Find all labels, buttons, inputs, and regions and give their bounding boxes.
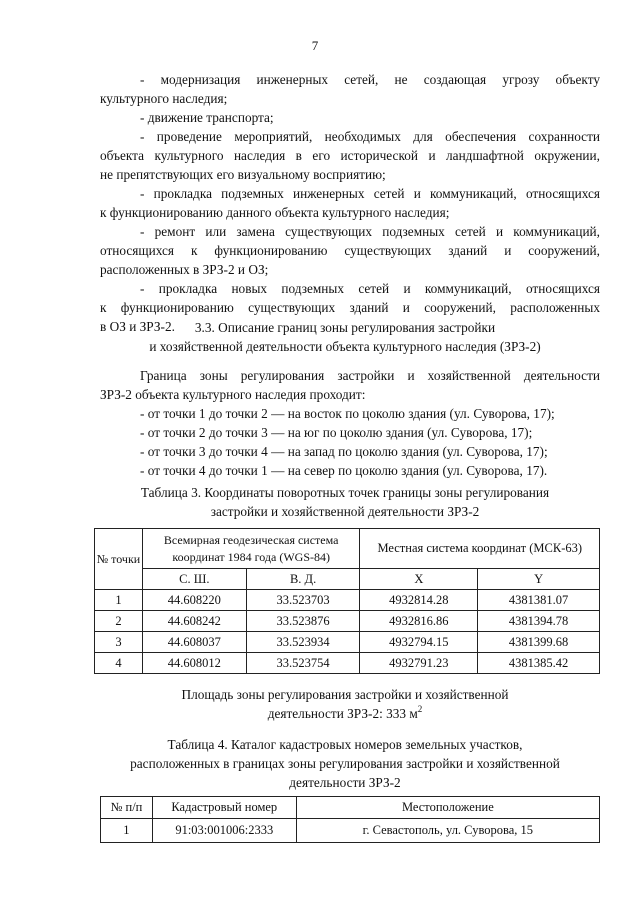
route-item: - от точки 4 до точки 1 — на север по цоколю здания (ул. Суворова, 17). bbox=[140, 463, 548, 478]
list-item-line: к функционированию существующих зданий и сооружений, расположенных bbox=[100, 300, 600, 315]
table-row bbox=[95, 611, 600, 632]
cell-y: 4381394.78 bbox=[478, 611, 600, 632]
col-wgs-header: Всемирная геодезическая система координат 1984 года (WGS-84) bbox=[142, 529, 360, 569]
col-point-header: № точки bbox=[95, 529, 143, 590]
list-item-line: объекта культурного наследия в его исторической и ландшафтной окружении, bbox=[100, 148, 600, 163]
list-item-line: - прокладка новых подземных сетей и коммуникаций, относящихся bbox=[140, 281, 600, 296]
table-row bbox=[95, 632, 600, 653]
cadastral-table bbox=[100, 796, 600, 843]
cell-lat: 44.608012 bbox=[142, 653, 246, 674]
list-item-line: в ОЗ и ЗРЗ-2. bbox=[100, 319, 175, 334]
cell-x: 4932794.15 bbox=[360, 632, 478, 653]
area-unit-superscript: 2 bbox=[417, 704, 423, 714]
cell-lat: 44.608037 bbox=[142, 632, 246, 653]
list-item-line: - движение транспорта; bbox=[140, 110, 274, 125]
list-item-line: - прокладка подземных инженерных сетей и коммуникаций, относящихся bbox=[140, 186, 600, 201]
col-num-header: № п/п bbox=[101, 797, 153, 819]
cell-num: 1 bbox=[101, 819, 153, 843]
route-item: - от точки 2 до точки 3 — на юг по цоколю здания (ул. Суворова, 17); bbox=[140, 425, 533, 440]
table-row bbox=[95, 590, 600, 611]
list-item-line: - проведение мероприятий, необходимых для обеспечения сохранности bbox=[140, 129, 600, 144]
table-row bbox=[95, 653, 600, 674]
route-item: - от точки 3 до точки 4 — на запад по цоколю здания (ул. Суворова, 17); bbox=[140, 444, 548, 459]
cell-lon: 33.523876 bbox=[246, 611, 360, 632]
table-subheader-row bbox=[95, 569, 600, 590]
list-item-line: культурного наследия; bbox=[100, 91, 228, 106]
intro-line: Граница зоны регулирования застройки и хозяйственной деятельности bbox=[140, 368, 600, 383]
col-location-header: Местоположение bbox=[296, 797, 599, 819]
section-heading-line: 3.3. Описание границ зоны регулирования застройки bbox=[194, 320, 496, 335]
boundary-description bbox=[100, 366, 600, 480]
cell-x: 4932791.23 bbox=[360, 653, 478, 674]
col-x-header: X bbox=[360, 569, 478, 590]
cell-lat: 44.608242 bbox=[142, 611, 246, 632]
cell-lat: 44.608220 bbox=[142, 590, 246, 611]
section-heading bbox=[60, 318, 630, 356]
table4-caption-line: деятельности ЗРЗ-2 bbox=[289, 775, 401, 790]
table-row bbox=[101, 819, 600, 843]
col-lon-header: В. Д. bbox=[246, 569, 360, 590]
table-header-row bbox=[95, 529, 600, 569]
intro-line: ЗРЗ-2 объекта культурного наследия проходит: bbox=[100, 387, 366, 402]
table-header-row bbox=[101, 797, 600, 819]
cell-point: 1 bbox=[95, 590, 143, 611]
area-statement bbox=[60, 685, 630, 723]
list-item-line: расположенных в ЗРЗ-2 и ОЗ; bbox=[100, 262, 269, 277]
table4-caption bbox=[60, 735, 630, 792]
cell-location: г. Севастополь, ул. Суворова, 15 bbox=[296, 819, 599, 843]
cell-lon: 33.523934 bbox=[246, 632, 360, 653]
cell-y: 4381385.42 bbox=[478, 653, 600, 674]
list-item-line: к функционированию данного объекта культурного наследия; bbox=[100, 205, 450, 220]
cell-point: 3 bbox=[95, 632, 143, 653]
cell-y: 4381399.68 bbox=[478, 632, 600, 653]
table3-caption-line: Таблица 3. Координаты поворотных точек границы зоны регулирования bbox=[140, 485, 550, 500]
table3-caption bbox=[60, 483, 630, 521]
section-heading-line: и хозяйственной деятельности объекта культурного наследия (ЗРЗ-2) bbox=[149, 339, 541, 354]
list-item-line: - ремонт или замена существующих подземных сетей и коммуникаций, bbox=[140, 224, 600, 239]
route-item: - от точки 1 до точки 2 — на восток по цоколю здания (ул. Суворова, 17); bbox=[140, 406, 555, 421]
list-item-line: не препятствующих его визуальному восприятию; bbox=[100, 167, 386, 182]
col-lat-header: С. Ш. bbox=[142, 569, 246, 590]
cell-x: 4932814.28 bbox=[360, 590, 478, 611]
cell-lon: 33.523703 bbox=[246, 590, 360, 611]
cell-point: 4 bbox=[95, 653, 143, 674]
page-number: 7 bbox=[311, 38, 319, 53]
list-item-line: относящихся к функционированию существующих зданий и сооружений, bbox=[100, 243, 600, 258]
col-local-header: Местная система координат (МСК-63) bbox=[360, 529, 600, 569]
area-line: Площадь зоны регулирования застройки и хозяйственной bbox=[181, 687, 509, 702]
cell-cadastral: 91:03:001006:2333 bbox=[152, 819, 296, 843]
list-item-line: - модернизация инженерных сетей, не создающая угрозу объекту bbox=[140, 72, 600, 87]
cell-lon: 33.523754 bbox=[246, 653, 360, 674]
col-y-header: Y bbox=[478, 569, 600, 590]
cell-x: 4932816.86 bbox=[360, 611, 478, 632]
restrictions-list bbox=[100, 70, 600, 336]
area-line bbox=[60, 704, 630, 723]
coordinates-table bbox=[94, 528, 600, 674]
area-value: деятельности ЗРЗ-2: 333 м bbox=[267, 706, 418, 721]
cell-y: 4381381.07 bbox=[478, 590, 600, 611]
table4-caption-line: Таблица 4. Каталог кадастровых номеров земельных участков, bbox=[167, 737, 523, 752]
table4-caption-line: расположенных в границах зоны регулирования застройки и хозяйственной bbox=[130, 756, 560, 771]
col-cadastral-header: Кадастровый номер bbox=[152, 797, 296, 819]
table3-caption-line: застройки и хозяйственной деятельности ЗРЗ-2 bbox=[210, 504, 480, 519]
cell-point: 2 bbox=[95, 611, 143, 632]
